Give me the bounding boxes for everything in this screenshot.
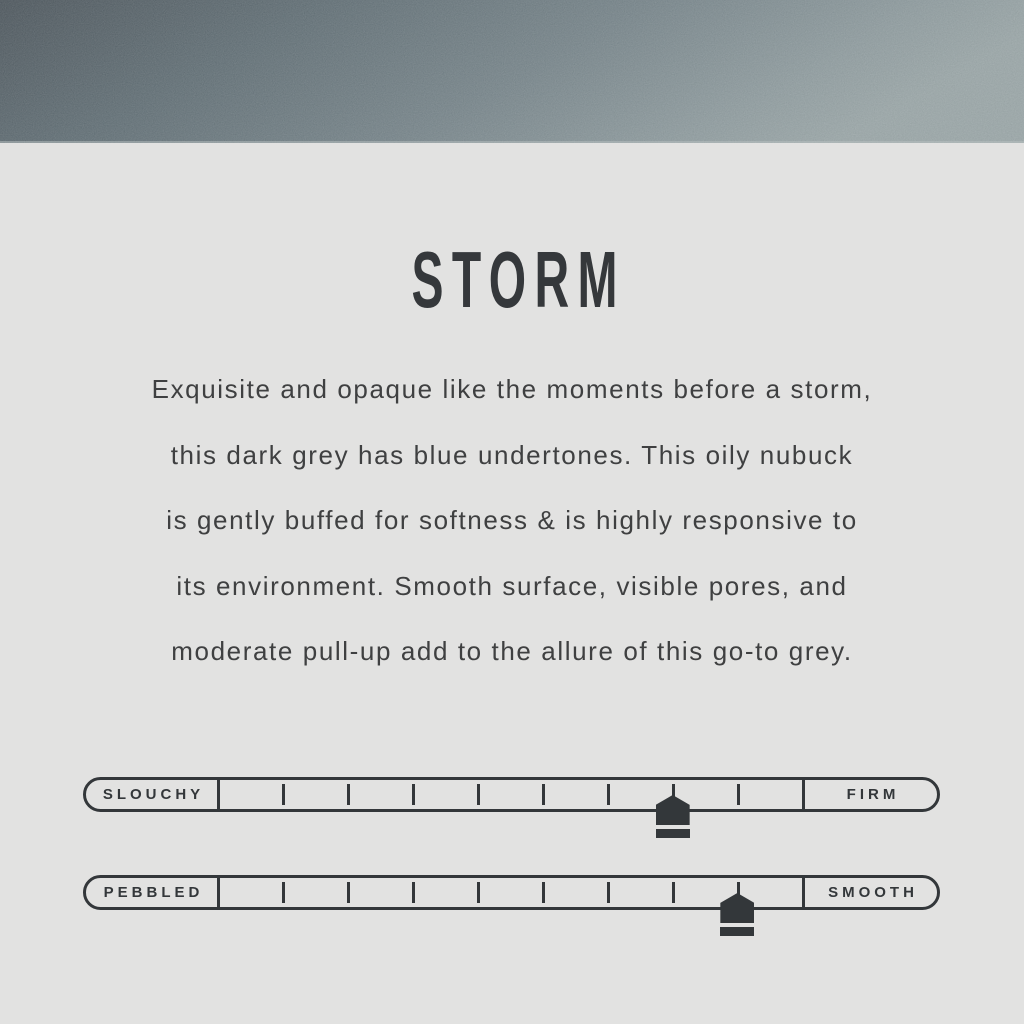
tick-mark xyxy=(347,882,350,903)
scale-left-label: SLOUCHY xyxy=(86,780,220,809)
tick-mark xyxy=(737,784,740,805)
description-line: moderate pull-up add to the allure of this go-to grey. xyxy=(171,636,853,666)
marker-underline xyxy=(720,927,754,936)
description-line: this dark grey has blue undertones. This oily nubuck xyxy=(170,439,854,470)
marker-pointer-icon xyxy=(720,893,754,923)
description-line: is gently buffed for softness & is highly responsive to xyxy=(166,505,858,535)
tick-mark xyxy=(282,882,285,903)
scale-right-label: FIRM xyxy=(802,780,937,809)
tick-mark xyxy=(412,882,415,903)
leather-texture-image xyxy=(0,0,1024,143)
marker-underline xyxy=(656,829,690,838)
tick-mark xyxy=(542,784,545,805)
texture-scale xyxy=(83,875,940,910)
tick-mark xyxy=(607,784,610,805)
tick-mark xyxy=(412,784,415,805)
tick-mark xyxy=(282,784,285,805)
leather-texture-svg xyxy=(0,0,1024,143)
tick-mark xyxy=(672,882,675,903)
color-name-text: STORM xyxy=(411,235,627,324)
tick-mark xyxy=(477,784,480,805)
description-line: Exquisite and opaque like the moments before a storm, xyxy=(151,374,873,404)
description-line: its environment. Smooth surface, visible pores, and xyxy=(176,570,848,601)
marker-pointer-icon xyxy=(656,795,690,825)
tick-mark xyxy=(607,882,610,903)
scale-track xyxy=(220,780,802,809)
scale-left-label: PEBBLED xyxy=(86,878,220,907)
page-title xyxy=(0,235,1024,324)
firmness-scale xyxy=(83,777,940,812)
tick-mark xyxy=(347,784,350,805)
scale-right-label: SMOOTH xyxy=(802,878,937,907)
tick-mark xyxy=(542,882,545,903)
tick-mark xyxy=(477,882,480,903)
scale-position-marker xyxy=(720,893,754,936)
scale-position-marker xyxy=(656,795,690,838)
color-description xyxy=(0,357,1024,685)
scale-track xyxy=(220,878,802,907)
